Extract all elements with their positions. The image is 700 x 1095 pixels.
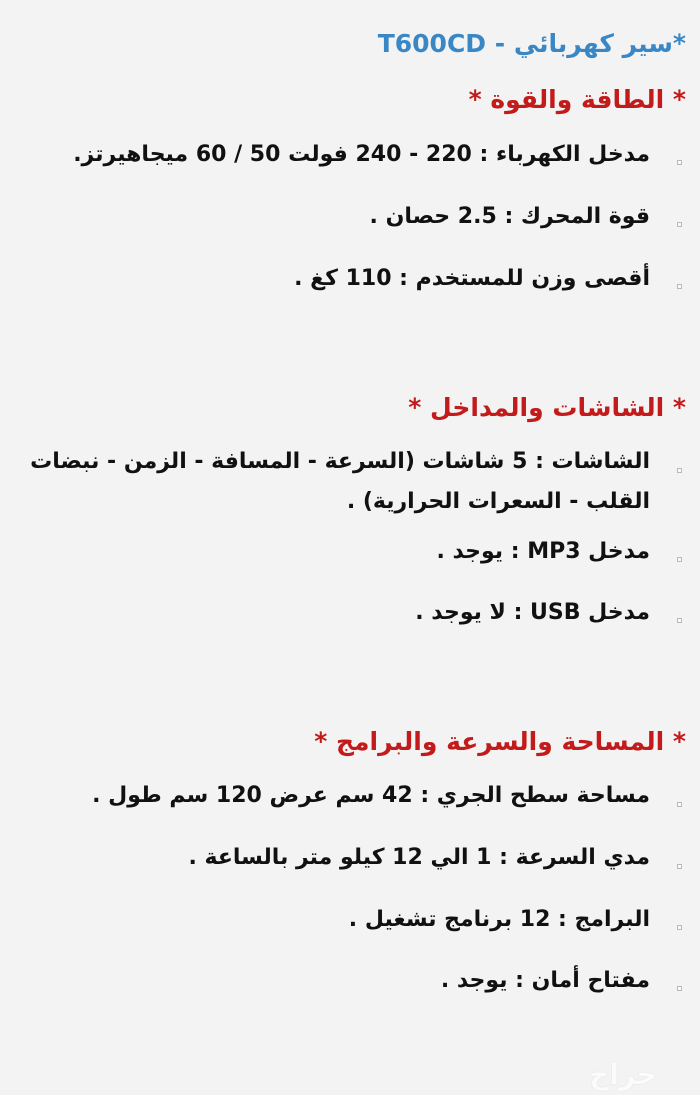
haraj-watermark: حراج [589, 1058, 657, 1091]
spec-item-text: مدخل MP3 : يوجد . [436, 539, 650, 564]
spec-item-text: قوة المحرك : 2.5 حصان . [369, 204, 650, 229]
spec-item-programs [28, 900, 690, 940]
spec-item-text: مدي السرعة : 1 الي 12 كيلو متر بالساعة . [188, 845, 650, 870]
spec-item-mp3 [28, 532, 690, 572]
spec-item-power-input [28, 135, 690, 175]
page-title: *سير كهربائي - T600CD [377, 29, 686, 58]
spec-item-text: أقصى وزن للمستخدم : 110 كغ . [294, 266, 650, 291]
spec-item-safety-key [28, 961, 690, 1001]
spec-item-text: الشاشات : 5 شاشات (السرعة - المسافة - الزمن - نبضات القلب - السعرات الحرارية) . [30, 449, 650, 514]
spec-item-running-surface [28, 776, 690, 816]
spec-item-usb [28, 593, 690, 633]
spec-item-motor-power [28, 197, 690, 237]
spec-item-text: مدخل الكهرباء : 220 - 240 فولت 50 / 60 ميجاهيرتز. [73, 142, 650, 167]
spec-item-text: البرامج : 12 برنامج تشغيل . [348, 907, 650, 932]
spec-item-screens [28, 442, 690, 522]
section-heading-power: * الطاقة والقوة * [468, 85, 686, 114]
spec-item-text: مدخل USB : لا يوجد . [415, 600, 650, 625]
spec-item-text: مساحة سطح الجري : 42 سم عرض 120 سم طول . [92, 783, 650, 808]
spec-item-speed-range [28, 838, 690, 878]
spec-item-text: مفتاح أمان : يوجد . [440, 968, 650, 993]
spec-item-max-user-weight [28, 259, 690, 299]
section-heading-screens: * الشاشات والمداخل * [408, 393, 686, 422]
section-heading-space-speed-programs: * المساحة والسرعة والبرامج * [314, 727, 686, 756]
